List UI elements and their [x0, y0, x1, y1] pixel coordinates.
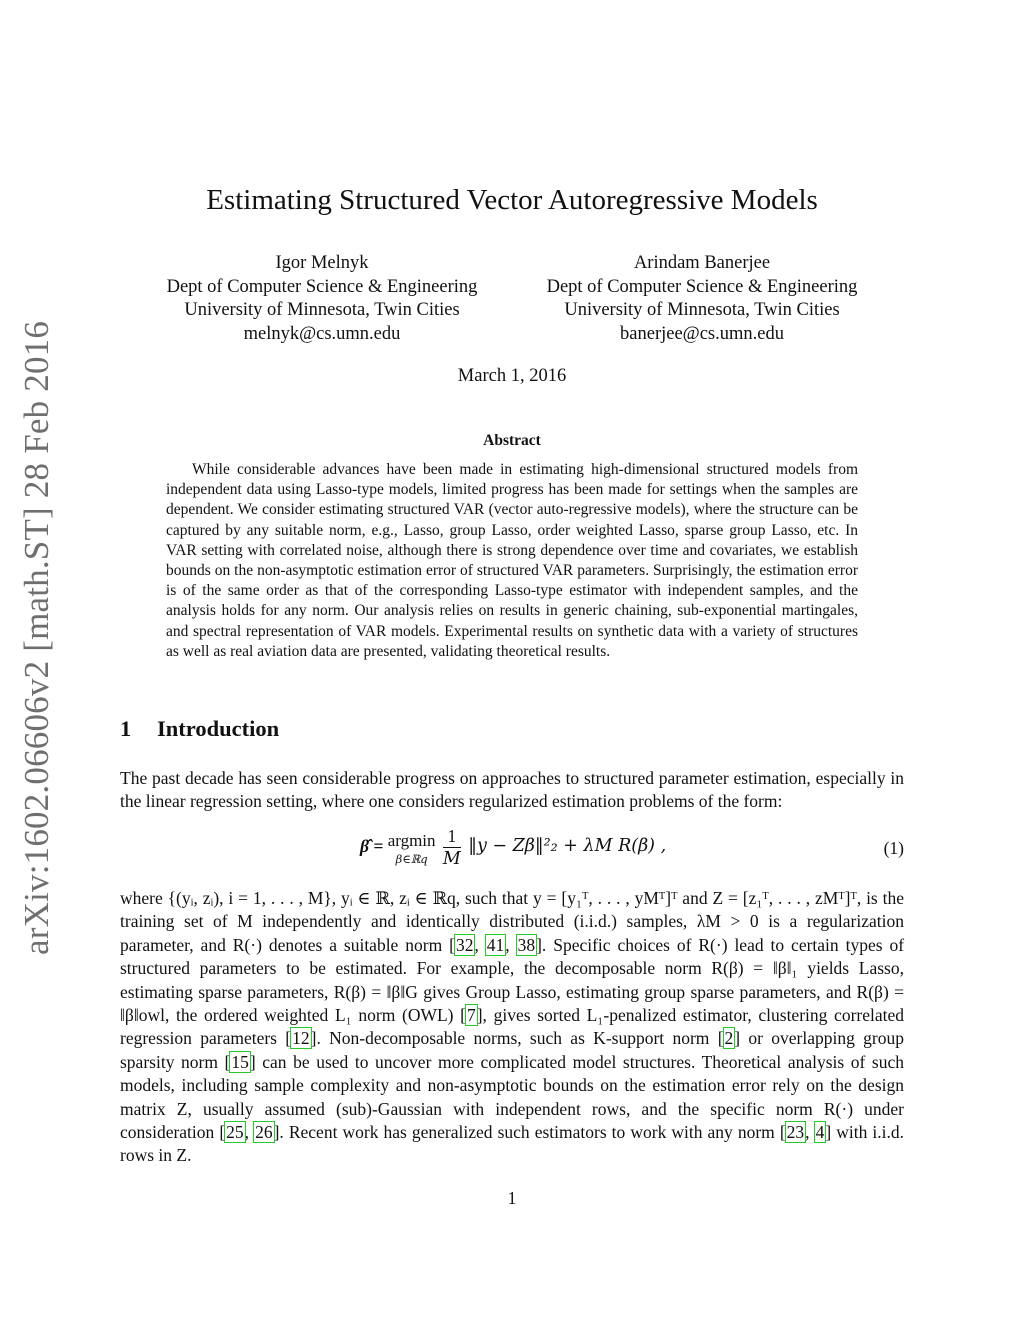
text-run: ] can be used to uncover more complicated model structures. Theoretical analysis of such models, including sample complexity and non-asymptotic bounds on the estimation error rely on the design matrix Z, usually assumed (sub)-Gaussian with independent rows, and the specific norm R(·) under consideration [ [120, 1051, 904, 1143]
text-run: , [244, 1122, 255, 1143]
citation-link[interactable]: 4 [815, 1122, 825, 1143]
equation-1 [120, 826, 904, 876]
citation-link[interactable]: 32 [455, 934, 474, 955]
citation-link[interactable]: 7 [466, 1005, 476, 1026]
intro-paragraph-2 [120, 887, 904, 1168]
author-dept: Dept of Computer Science & Engineering [166, 276, 478, 297]
text-run: ]. Non-decomposable norms, such as K-support norm [ [310, 1028, 724, 1049]
author-university: University of Minnesota, Twin Cities [564, 300, 840, 320]
text-run: ] with i.i.d. rows in Z. [120, 1122, 905, 1166]
text-run: where {(yᵢ, zᵢ), i = 1, . . . , M}, yᵢ ∈ ℝ, zᵢ ∈ ℝq, such that y = [y₁ᵀ, . . . , yMᵀ]ᵀ and Z = [z₁ᵀ, . . . , zMᵀ]ᵀ, is the training set of M independently and identically distributed (i.i.d.) samples, λM > 0 is a regularization parameter, and R(·) denotes a suitable norm [ [120, 888, 904, 955]
abstract-heading: Abstract [483, 432, 541, 449]
fraction-denominator: M [442, 849, 461, 869]
argmin-operator [388, 826, 436, 866]
citation-link[interactable]: 23 [786, 1122, 805, 1143]
section-number: 1 [120, 716, 132, 741]
equation-fraction [443, 826, 461, 870]
author-block-1 [140, 252, 504, 346]
author-block-2 [520, 252, 884, 346]
citation-link[interactable]: 12 [292, 1028, 310, 1049]
fraction-numerator: 1 [443, 826, 461, 848]
author-email: banerjee@cs.umn.edu [620, 323, 784, 344]
text-run: , [474, 934, 486, 955]
abstract-text: While considerable advances have been made in estimating high-dimensional structured models from independent data using Lasso-type models, limited progress has been made for settings when the samples are dependent. We consider estimating structured VAR (vector auto-regressive models), where the structure can be captured by any suitable norm, e.g., Lasso, group Lasso, order weighted Lasso, sparse group Lasso, etc. In VAR setting with correlated noise, although there is strong dependence over time and covariates, we establish bounds on the non-asymptotic estimation error of structured VAR parameters. Surprisingly, the estimation error is of the same order as that of the corresponding Lasso-type estimator with independent samples, and the analysis holds for any norm. Our analysis relies on results in generic chaining, sub-exponential martingales, and spectral representation of VAR models. Experimental results on synthetic data with a variety of structures as well as real aviation data are presented, validating theoretical results. [166, 461, 858, 660]
equation-number: (1) [883, 838, 904, 858]
text-run: ], gives sorted L₁-penalized estimator, clustering correlated regression parameters [ [120, 1005, 904, 1049]
citation-link[interactable]: 38 [517, 934, 536, 955]
text-run: , [505, 934, 517, 955]
text-run: , [805, 1122, 815, 1143]
citation-link[interactable]: 26 [255, 1122, 273, 1143]
equation-rhs: ‖y − Zβ‖²₂ + λM R(β) , [468, 836, 667, 856]
equation-body [360, 826, 666, 876]
intro-paragraph-1: The past decade has seen considerable progress on approaches to structured parameter estimation, especially in the linear regression setting, where one considers regularized estimation problems of the form: [120, 768, 904, 812]
paper-title: Estimating Structured Vector Autoregressive Models [206, 184, 818, 216]
page-number: 1 [507, 1188, 517, 1208]
text-run: ]. Recent work has generalized such estimators to work with any norm [ [273, 1122, 786, 1143]
equation-lhs: β̂ = [360, 836, 384, 856]
text-run: ]. Specific choices of R(·) lead to certain types of structured parameters to be estimated. For example, the decomposable norm R(β) = ‖β‖₁ yields Lasso, estimating sparse parameters, R(β) = ‖β‖G gives Group Lasso, estimating group sparse parameters, and R(β) = ‖β‖owl, the ordered weighted L₁ norm (OWL) [ [120, 934, 905, 1026]
section-heading [120, 716, 279, 742]
author-email: melnyk@cs.umn.edu [243, 323, 401, 344]
author-dept: Dept of Computer Science & Engineering [546, 276, 858, 297]
author-name: Arindam Banerjee [633, 253, 771, 273]
author-name: Igor Melnyk [275, 253, 369, 273]
citation-link[interactable]: 41 [486, 934, 505, 955]
citation-link[interactable]: 15 [231, 1051, 249, 1072]
argmin-subscript: β∈ℝq [395, 852, 428, 866]
section-title: Introduction [157, 716, 280, 741]
paper-date: March 1, 2016 [457, 366, 567, 386]
citation-link[interactable]: 2 [724, 1028, 734, 1049]
text-run: ] or overlapping group sparsity norm [ [120, 1028, 904, 1072]
citation-link[interactable]: 25 [226, 1122, 244, 1143]
argmin-label: argmin [387, 831, 436, 850]
arxiv-side-stamp: arXiv:1602.06606v2 [math.ST] 28 Feb 2016 [17, 320, 56, 955]
author-university: University of Minnesota, Twin Cities [184, 300, 460, 320]
